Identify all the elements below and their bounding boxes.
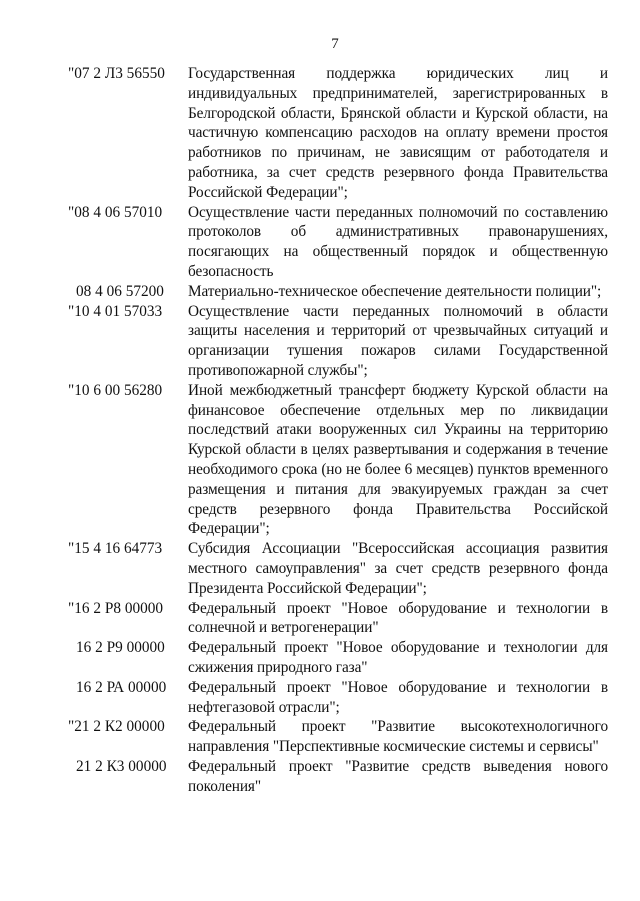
entry-code: "21 2 К2 00000	[68, 718, 165, 736]
list-item	[68, 717, 608, 757]
entry-description: Государственная поддержка юридических лиц и индивидуальных предпринимателей, зарегистрированных в Белгородской области, Брянской области и Курской области, на частичную компенсацию расходов на оплату времени простоя работников по причинам, не зависящим от работодателя и работника, за счет средств резервного фонда Правительства Российской Федерации";	[188, 65, 608, 201]
entry-description: Осуществление части переданных полномочий по составлению протоколов об административных правонарушениях, посягающих на общественный порядок и общественную безопасность	[188, 203, 608, 280]
list-item	[68, 638, 608, 678]
list-item	[68, 302, 608, 381]
list-item	[68, 599, 608, 639]
list-item	[68, 64, 608, 203]
entry-code: 16 2 Р9 00000	[76, 639, 165, 657]
entry-code: "10 4 01 57033	[68, 302, 163, 320]
entry-code: 16 2 РА 00000	[76, 678, 167, 696]
list-item	[68, 678, 608, 718]
entry-code: 08 4 06 57200	[76, 282, 164, 300]
entry-code: "16 2 Р8 00000	[68, 599, 164, 617]
entry-description: Федеральный проект "Новое оборудование и технологии в нефтегазовой отрасли";	[188, 678, 608, 716]
entry-description: Федеральный проект "Новое оборудование и технологии в солнечной и ветрогенерации"	[188, 599, 608, 637]
entry-code: 21 2 К3 00000	[76, 757, 167, 775]
entry-description: Субсидия Ассоциации "Всероссийская ассоциация развития местного самоуправления" за счет средств резервного фонда Президента Российской Федерации";	[188, 540, 608, 597]
entry-description: Федеральный проект "Развитие средств выведения нового поколения"	[188, 757, 608, 795]
page-number: 7	[331, 36, 339, 52]
entry-description: Осуществление части переданных полномочий в области защиты населения и территорий от чрезвычайных ситуаций и организации тушения пожаров силами Государственной противопожарной службы";	[188, 302, 608, 379]
entry-description: Материально-техническое обеспечение деятельности полиции";	[188, 282, 602, 300]
entry-description: Федеральный проект "Новое оборудование и технологии для сжижения природного газа"	[188, 639, 608, 676]
entry-description: Федеральный проект "Развитие высокотехнологичного направления "Перспективные космические системы и сервисы"	[188, 718, 608, 756]
list-item	[68, 282, 608, 302]
list-item	[68, 381, 608, 539]
entry-code: "10 6 00 56280	[68, 381, 163, 399]
entry-code: "07 2 Л3 56550	[68, 65, 165, 82]
list-item	[68, 203, 608, 282]
entry-code: "08 4 06 57010	[68, 203, 163, 221]
list-item	[68, 757, 608, 797]
list-item	[68, 539, 608, 598]
entry-code: "15 4 16 64773	[68, 540, 163, 558]
entry-description: Иной межбюджетный трансферт бюджету Курской области на финансовое обеспечение отдельных мер по ликвидации последствий атаки вооруженных сил Украины на территорию Курской области в целях развертывания и содержания в течение необходимого срока (но не более 6 месяцев) пунктов временного размещения и питания для эвакуируемых граждан за счет средств резервного фонда Правительства Российской Федерации";	[188, 381, 608, 538]
budget-code-list	[68, 64, 608, 796]
